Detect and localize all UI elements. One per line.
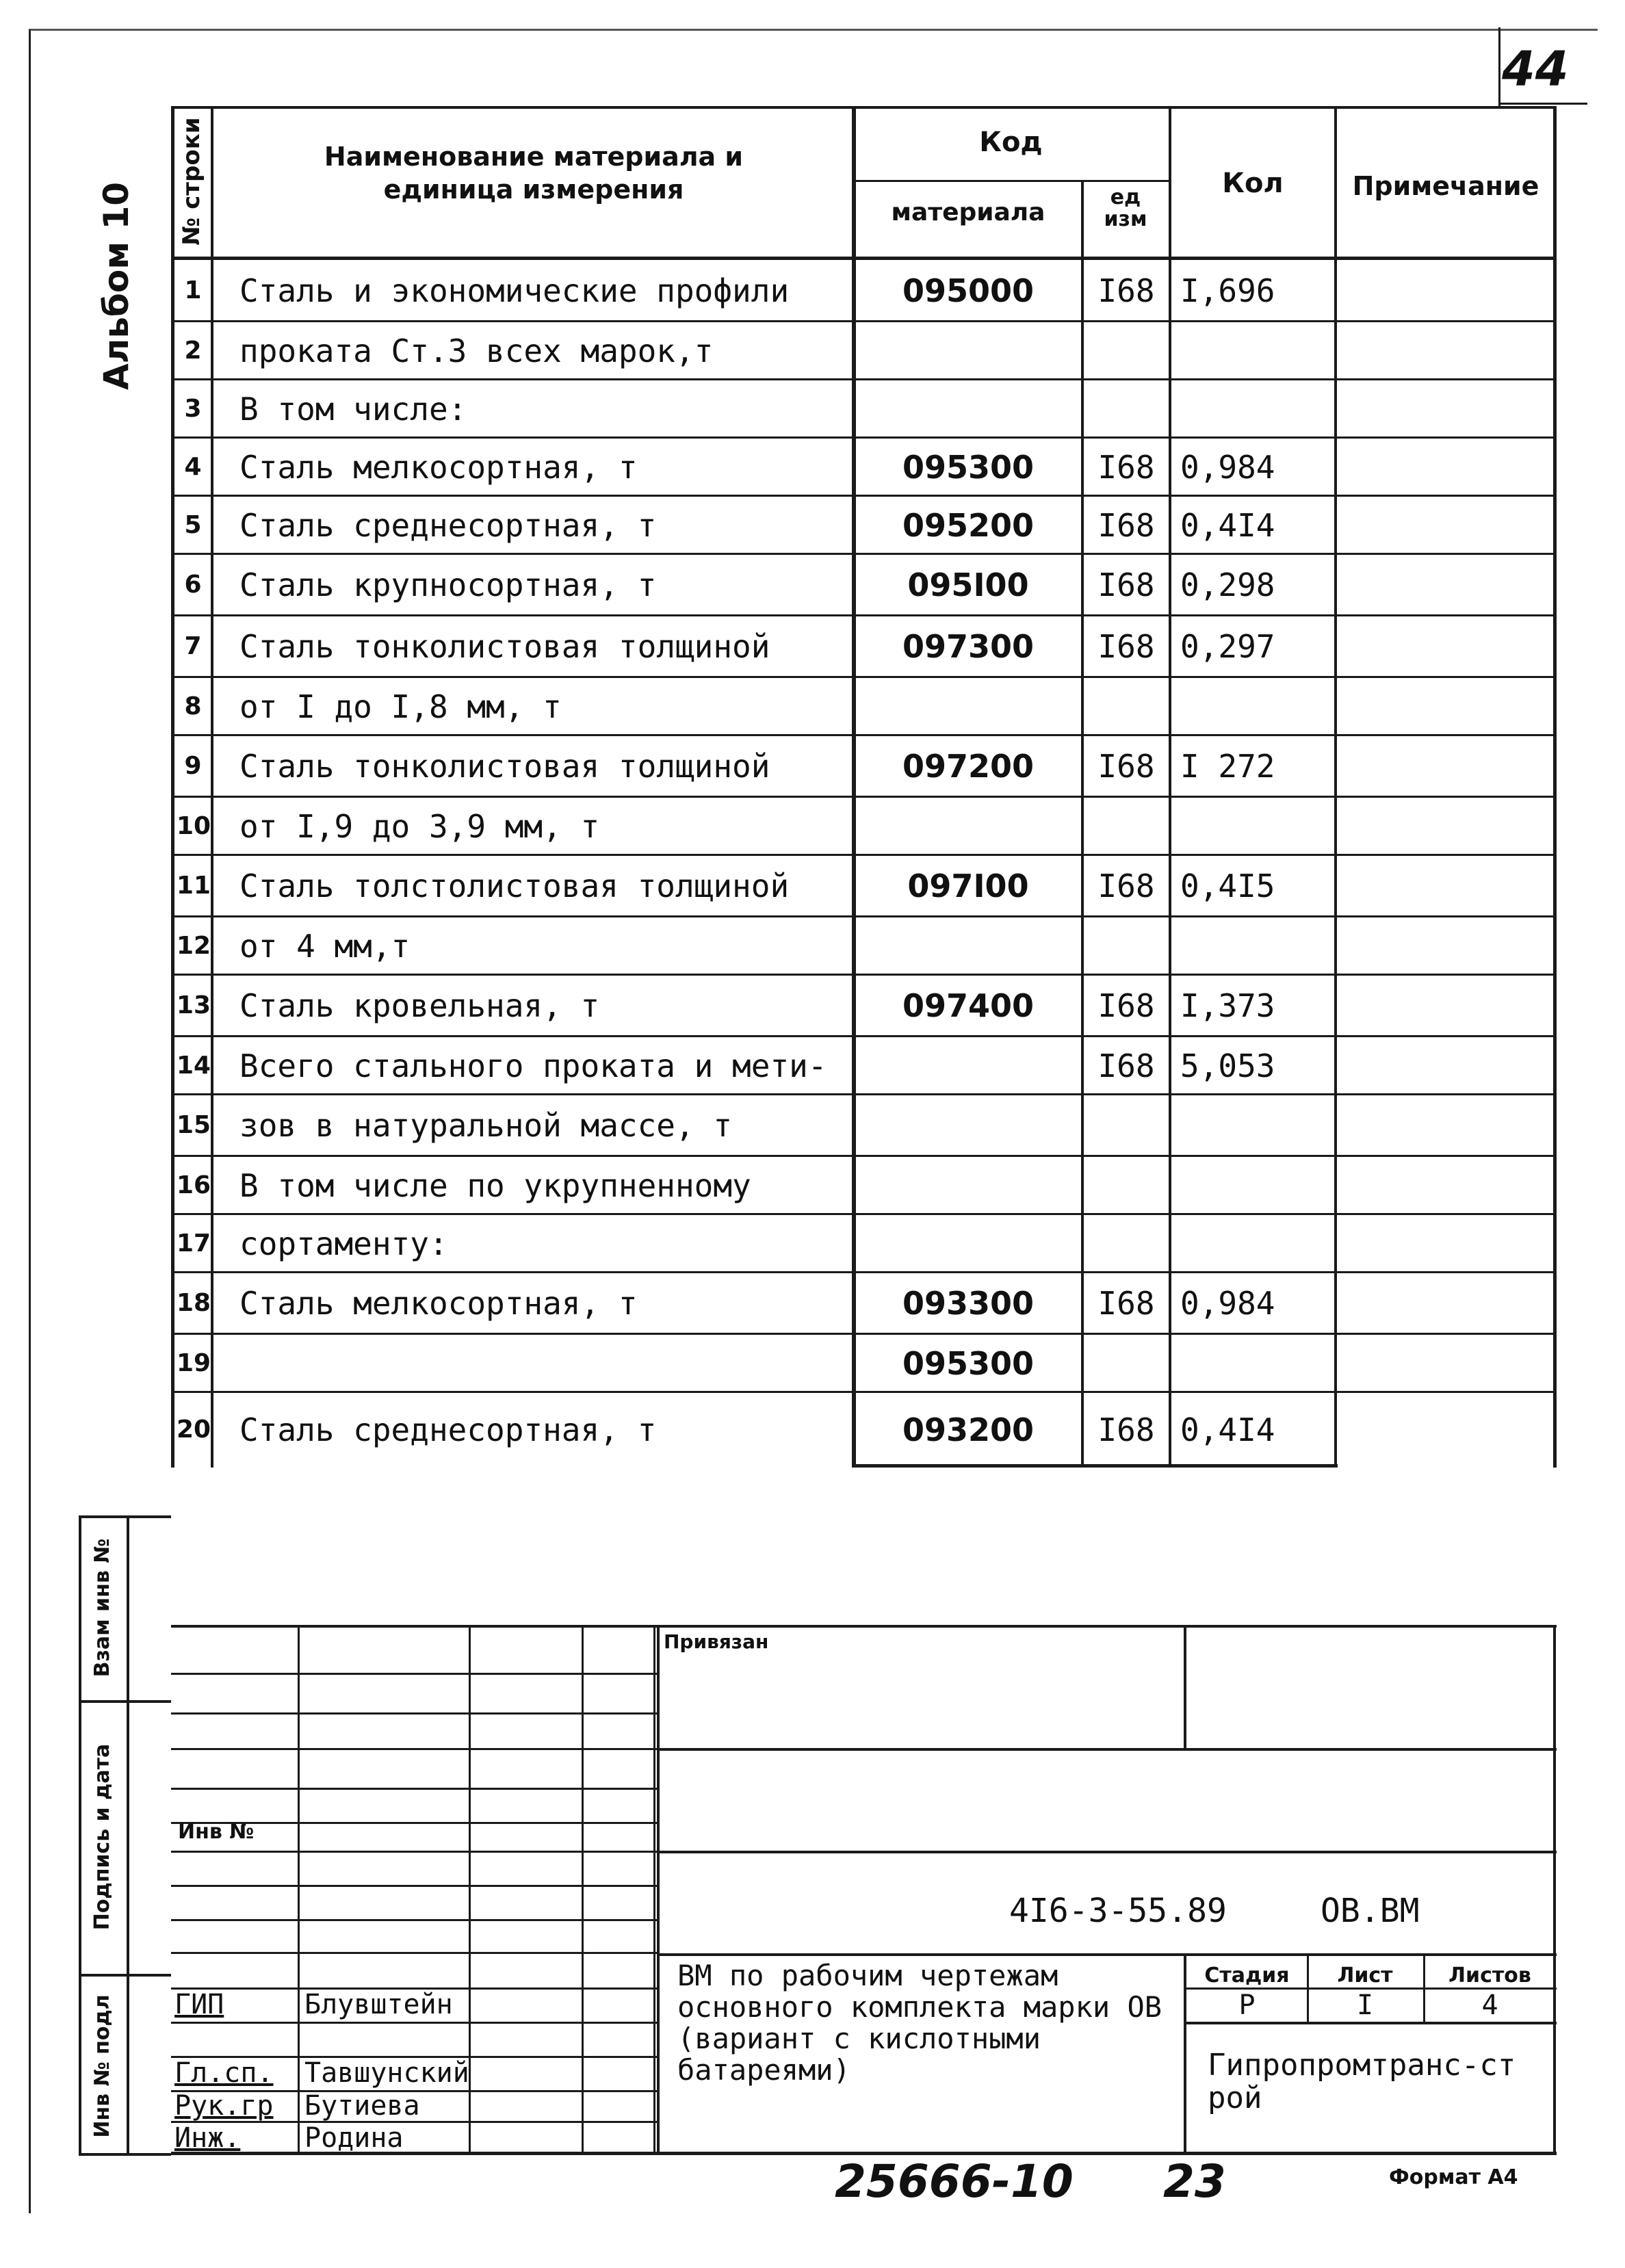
stage-value: Р xyxy=(1238,1990,1256,2021)
quantity: I 272 xyxy=(1180,748,1275,785)
quantity: 0,297 xyxy=(1180,628,1275,665)
material-name: Сталь тонколистовая толщиной xyxy=(239,748,770,785)
note-cell xyxy=(1338,260,1553,322)
note-cell xyxy=(1338,554,1553,616)
unit-code: I68 xyxy=(1097,566,1155,603)
stamp-inv-podl: Инв № подл xyxy=(90,1994,114,2138)
material-name: Сталь кровельная, т xyxy=(239,987,600,1024)
note-cell xyxy=(1338,855,1553,917)
material-name: Всего стального проката и мети- xyxy=(239,1047,827,1084)
quantity: 0,298 xyxy=(1180,566,1275,603)
table-row xyxy=(171,496,1557,554)
table-row xyxy=(171,735,1557,797)
note-cell xyxy=(1338,735,1553,797)
quantity: 5,053 xyxy=(1180,1047,1275,1084)
page-number-divider xyxy=(1498,27,1500,106)
note-cell xyxy=(1338,1037,1553,1095)
material-code: 097200 xyxy=(902,748,1035,785)
archive-page-count: 23 xyxy=(1163,2155,1226,2208)
note-cell xyxy=(1338,975,1553,1037)
unit-code: I68 xyxy=(1097,1285,1155,1322)
row-number: 7 xyxy=(184,632,202,660)
material-name: от I до I,8 мм, т xyxy=(239,688,562,725)
quantity: 0,984 xyxy=(1180,1285,1275,1322)
note-cell xyxy=(1338,1334,1553,1392)
material-code: 097300 xyxy=(902,628,1035,665)
table-row xyxy=(171,1037,1557,1095)
doc-mark: ОВ.ВМ xyxy=(1321,1892,1420,1930)
table-row xyxy=(171,1334,1557,1392)
material-code: 093200 xyxy=(902,1411,1035,1448)
material-name: Сталь и экономические профили xyxy=(239,272,790,309)
role-title: ГИП xyxy=(174,1989,224,2020)
note-cell xyxy=(1338,380,1553,438)
table-row xyxy=(171,1214,1557,1273)
material-name: сортаменту: xyxy=(239,1225,448,1262)
page-number-underline xyxy=(1498,103,1587,105)
material-name: Сталь среднесортная, т xyxy=(239,506,657,544)
table-row xyxy=(171,975,1557,1037)
role-title: Рук.гр xyxy=(174,2090,274,2122)
row-number: 11 xyxy=(177,872,211,900)
material-code: 097I00 xyxy=(907,868,1029,904)
sheet-label: Лист xyxy=(1337,1964,1393,1987)
note-cell xyxy=(1338,917,1553,975)
header-row-no: № строки xyxy=(178,117,205,246)
row-number: 9 xyxy=(184,752,202,780)
description: ВМ по рабочим чертежам основного комплекта марки ОВ (вариант с кислотными батареями) xyxy=(677,1959,1162,2087)
material-name: Сталь тонколистовая толщиной xyxy=(239,628,770,665)
unit-code: I68 xyxy=(1097,272,1155,309)
note-cell xyxy=(1338,616,1553,677)
row-number: 6 xyxy=(184,571,202,599)
note-cell xyxy=(1338,1273,1553,1334)
unit-code: I68 xyxy=(1097,628,1155,665)
note-cell xyxy=(1338,322,1553,380)
quantity: 0,4I4 xyxy=(1180,1411,1275,1448)
material-name: Сталь мелкосортная, т xyxy=(239,1285,638,1322)
header-code: Код xyxy=(979,127,1043,158)
quantity: I,373 xyxy=(1180,987,1275,1024)
material-name: Сталь мелкосортная, т xyxy=(239,448,638,486)
table-row xyxy=(171,380,1557,438)
table-row xyxy=(171,1392,1557,1468)
material-name: Сталь среднесортная, т xyxy=(239,1411,657,1448)
materials-table xyxy=(171,106,1557,1468)
material-name: проката Ст.3 всех марок,т xyxy=(239,332,714,369)
page-number: 44 xyxy=(1502,41,1569,97)
role-title: Инж. xyxy=(174,2122,241,2154)
role-person: Блувштейн xyxy=(304,1989,453,2020)
table-row xyxy=(171,917,1557,975)
unit-code: I68 xyxy=(1097,868,1155,904)
material-code: 095I00 xyxy=(907,566,1029,603)
row-number: 8 xyxy=(184,692,202,720)
material-name: В том числе: xyxy=(239,390,467,428)
table-row xyxy=(171,260,1557,322)
row-number: 20 xyxy=(177,1416,211,1444)
table-row xyxy=(171,1273,1557,1334)
material-code: 095300 xyxy=(902,1344,1035,1382)
material-code: 095000 xyxy=(902,272,1035,309)
sheets-label: Листов xyxy=(1448,1964,1531,1987)
unit-code: I68 xyxy=(1097,506,1155,544)
quantity: 0,984 xyxy=(1180,448,1275,486)
row-number: 17 xyxy=(177,1229,211,1257)
stamp-vzam: Взам инв № xyxy=(90,1538,114,1678)
quantity: 0,4I5 xyxy=(1180,868,1275,904)
material-code: 097400 xyxy=(902,987,1035,1024)
note-cell xyxy=(1338,677,1553,735)
material-code: 093300 xyxy=(902,1285,1035,1322)
privyazan-label: Привязан xyxy=(664,1630,769,1653)
row-number: 10 xyxy=(177,811,211,840)
stamp-podpis: Подпись и дата xyxy=(90,1743,114,1931)
table-row xyxy=(171,855,1557,917)
material-name: Сталь крупносортная, т xyxy=(239,566,657,603)
quantity: I,696 xyxy=(1180,272,1275,309)
table-row xyxy=(171,554,1557,616)
header-note: Примечание xyxy=(1352,171,1539,201)
row-number: 13 xyxy=(177,991,211,1019)
table-row xyxy=(171,677,1557,735)
role-title: Гл.сп. xyxy=(174,2057,274,2089)
role-person: Бутиева xyxy=(304,2090,420,2122)
format-label: Формат А4 xyxy=(1389,2165,1518,2189)
table-row xyxy=(171,797,1557,855)
note-cell xyxy=(1338,1095,1553,1156)
sheet-value: I xyxy=(1356,1990,1374,2021)
note-cell xyxy=(1338,1214,1553,1273)
material-name: Сталь толстолистовая толщиной xyxy=(239,868,790,904)
row-number: 18 xyxy=(177,1289,211,1317)
material-code: 095300 xyxy=(902,448,1035,486)
note-cell xyxy=(1338,496,1553,554)
role-person: Родина xyxy=(304,2122,404,2154)
row-number: 1 xyxy=(184,276,202,304)
header-qty: Кол xyxy=(1222,168,1284,199)
organization: Гипропромтранс-строй xyxy=(1208,2048,1516,2115)
row-number: 2 xyxy=(184,336,202,365)
note-cell xyxy=(1338,1392,1553,1468)
quantity: 0,4I4 xyxy=(1180,506,1275,544)
material-name: В том числе по укрупненному xyxy=(239,1166,751,1204)
table-row xyxy=(171,616,1557,677)
title-block xyxy=(171,1625,1557,2155)
note-cell xyxy=(1338,797,1553,855)
header-name: Наименование материала и единица измерения xyxy=(324,142,744,205)
header-code-material: материала xyxy=(891,198,1045,226)
sheets-value: 4 xyxy=(1481,1990,1498,2021)
unit-code: I68 xyxy=(1097,987,1155,1024)
side-stamp xyxy=(79,1515,171,2155)
row-number: 19 xyxy=(177,1348,211,1377)
unit-code: I68 xyxy=(1097,1411,1155,1448)
row-number: 12 xyxy=(177,931,211,960)
material-name: от 4 мм,т xyxy=(239,927,411,965)
row-number: 5 xyxy=(184,510,202,539)
row-number: 4 xyxy=(184,452,202,481)
table-row xyxy=(171,438,1557,496)
material-name: зов в натуральной массе, т xyxy=(239,1107,733,1144)
table-row xyxy=(171,1095,1557,1156)
unit-code: I68 xyxy=(1097,748,1155,785)
material-code: 095200 xyxy=(902,506,1035,544)
stage-label: Стадия xyxy=(1204,1964,1290,1987)
note-cell xyxy=(1338,1156,1553,1214)
role-person: Тавшунский xyxy=(304,2057,469,2089)
header-code-unit: ед изм xyxy=(1104,185,1147,231)
unit-code: I68 xyxy=(1097,448,1155,486)
note-cell xyxy=(1338,438,1553,496)
album-label: Альбом 10 xyxy=(96,181,136,390)
archive-number: 25666-10 xyxy=(835,2155,1074,2208)
row-number: 3 xyxy=(184,394,202,423)
material-name: от I,9 до 3,9 мм, т xyxy=(239,807,600,845)
row-number: 16 xyxy=(177,1171,211,1199)
row-number: 14 xyxy=(177,1051,211,1080)
doc-code: 4I6-3-55.89 xyxy=(1009,1892,1227,1930)
table-row xyxy=(171,1156,1557,1214)
inv-no-label: Инв № xyxy=(178,1820,255,1844)
unit-code: I68 xyxy=(1097,1047,1155,1084)
table-row xyxy=(171,322,1557,380)
row-number: 15 xyxy=(177,1111,211,1139)
